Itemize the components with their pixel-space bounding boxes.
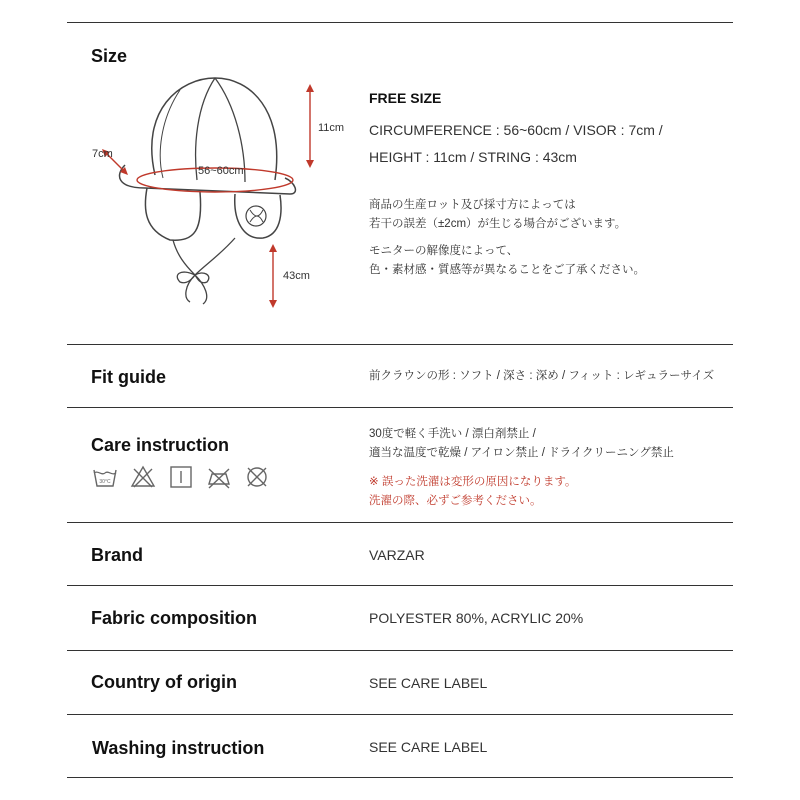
fabric-composition-label: Fabric composition — [91, 608, 258, 628]
divider-washing — [67, 714, 733, 715]
divider-fabric — [67, 585, 733, 586]
size-note-1a: 商品の生産ロット及び採寸方によっては — [369, 199, 576, 211]
fit-guide-value: 前クラウンの形 : ソフト / 深さ : 深め / フィット : レギュラーサイズ — [369, 370, 715, 382]
visor-dimension: 7cm — [92, 148, 113, 160]
size-note-1b: 若干の誤差（±2cm）が生じる場合がございます。 — [369, 218, 627, 230]
washing-instruction-label: Washing instruction — [92, 738, 265, 758]
string-dimension: 43cm — [283, 270, 310, 282]
care-warning-2: 洗濯の際、必ずご参考ください。 — [369, 495, 542, 507]
size-line-1: CIRCUMFERENCE : 56~60cm / VISOR : 7cm / — [369, 122, 663, 138]
no-dry-clean-icon — [244, 464, 270, 490]
country-of-origin-label: Country of origin — [91, 672, 237, 692]
care-line-1: 30度で軽く手洗い / 漂白剤禁止 / — [369, 428, 536, 440]
fabric-composition-value: POLYESTER 80%, ACRYLIC 20% — [369, 610, 584, 626]
country-of-origin-value: SEE CARE LABEL — [369, 675, 488, 691]
divider-fit — [67, 344, 733, 345]
care-icons — [92, 464, 270, 490]
wash-temp-label: 30°C — [99, 479, 111, 485]
no-bleach-icon — [130, 464, 156, 490]
care-line-2: 適当な温度で乾燥 / アイロン禁止 / ドライクリーニング禁止 — [369, 447, 674, 459]
height-dimension: 11cm — [318, 122, 345, 134]
care-instruction-label: Care instruction — [91, 435, 230, 455]
line-dry-icon — [168, 464, 194, 490]
size-note-2a: モニターの解像度によって、 — [369, 245, 519, 257]
size-heading: FREE SIZE — [369, 90, 442, 106]
washing-instruction-value: SEE CARE LABEL — [369, 739, 488, 755]
size-note-2b: 色・素材感・質感等が異なることをご了承ください。 — [369, 264, 645, 276]
hand-wash-icon — [92, 464, 118, 490]
brand-label: Brand — [91, 545, 144, 565]
divider-origin — [67, 650, 733, 651]
hat-diagram — [85, 70, 365, 320]
hat-ear-flap-left — [145, 188, 200, 240]
size-line-2: HEIGHT : 11cm / STRING : 43cm — [369, 149, 577, 165]
no-iron-icon — [206, 464, 232, 490]
divider-top — [67, 22, 733, 23]
circumference-dimension: 56~60cm — [198, 165, 244, 177]
brand-value: VARZAR — [369, 547, 425, 563]
hat-string — [173, 238, 235, 302]
divider-brand — [67, 522, 733, 523]
size-label: Size — [91, 46, 128, 66]
fit-guide-label: Fit guide — [91, 367, 166, 387]
divider-bottom — [67, 777, 733, 778]
divider-care — [67, 407, 733, 408]
care-warning-1: ※ 誤った洗濯は変形の原因になります。 — [369, 476, 577, 488]
